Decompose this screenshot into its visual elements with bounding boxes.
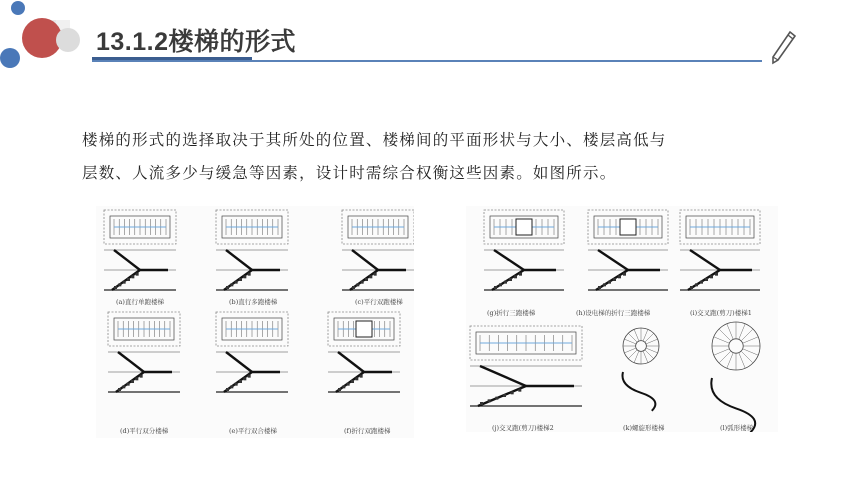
figure-panel-right [466,206,778,432]
caption-f: (f)折行双跑楼梯 [344,427,391,435]
caption-h: (h)设电梯的折行三跑楼梯 [576,309,651,317]
title-underline-accent [92,57,252,60]
caption-e: (e)平行双合楼梯 [229,427,277,435]
caption-d: (d)平行双分楼梯 [120,427,169,435]
caption-l: (l)弧形楼梯 [720,424,754,432]
caption-b: (b)直行多跑楼梯 [229,298,278,306]
caption-g: (g)折行三跑楼梯 [487,309,536,317]
caption-k: (k)螺旋形楼梯 [623,424,665,432]
corner-decoration [0,0,100,90]
caption-a: (a)直行单跑楼梯 [116,298,164,306]
caption-c: (c)平行双跑楼梯 [355,298,403,306]
figure-panel-left [96,206,414,438]
body-line-2: 层数、人流多少与缓急等因素，设计时需综合权衡这些因素。如图所示。 [82,164,617,182]
page-title: 13.1.2楼梯的形式 [96,28,297,56]
pencil-icon [768,30,798,66]
body-text [82,124,782,190]
caption-i: (i)交叉跑(剪刀)楼梯1 [690,309,752,317]
caption-j: (j)交叉跑(剪刀)楼梯2 [492,424,554,432]
title-underline [92,60,762,62]
body-line-1: 楼梯的形式的选择取决于其所处的位置、楼梯间的平面形状与大小、楼层高低与 [82,131,667,149]
